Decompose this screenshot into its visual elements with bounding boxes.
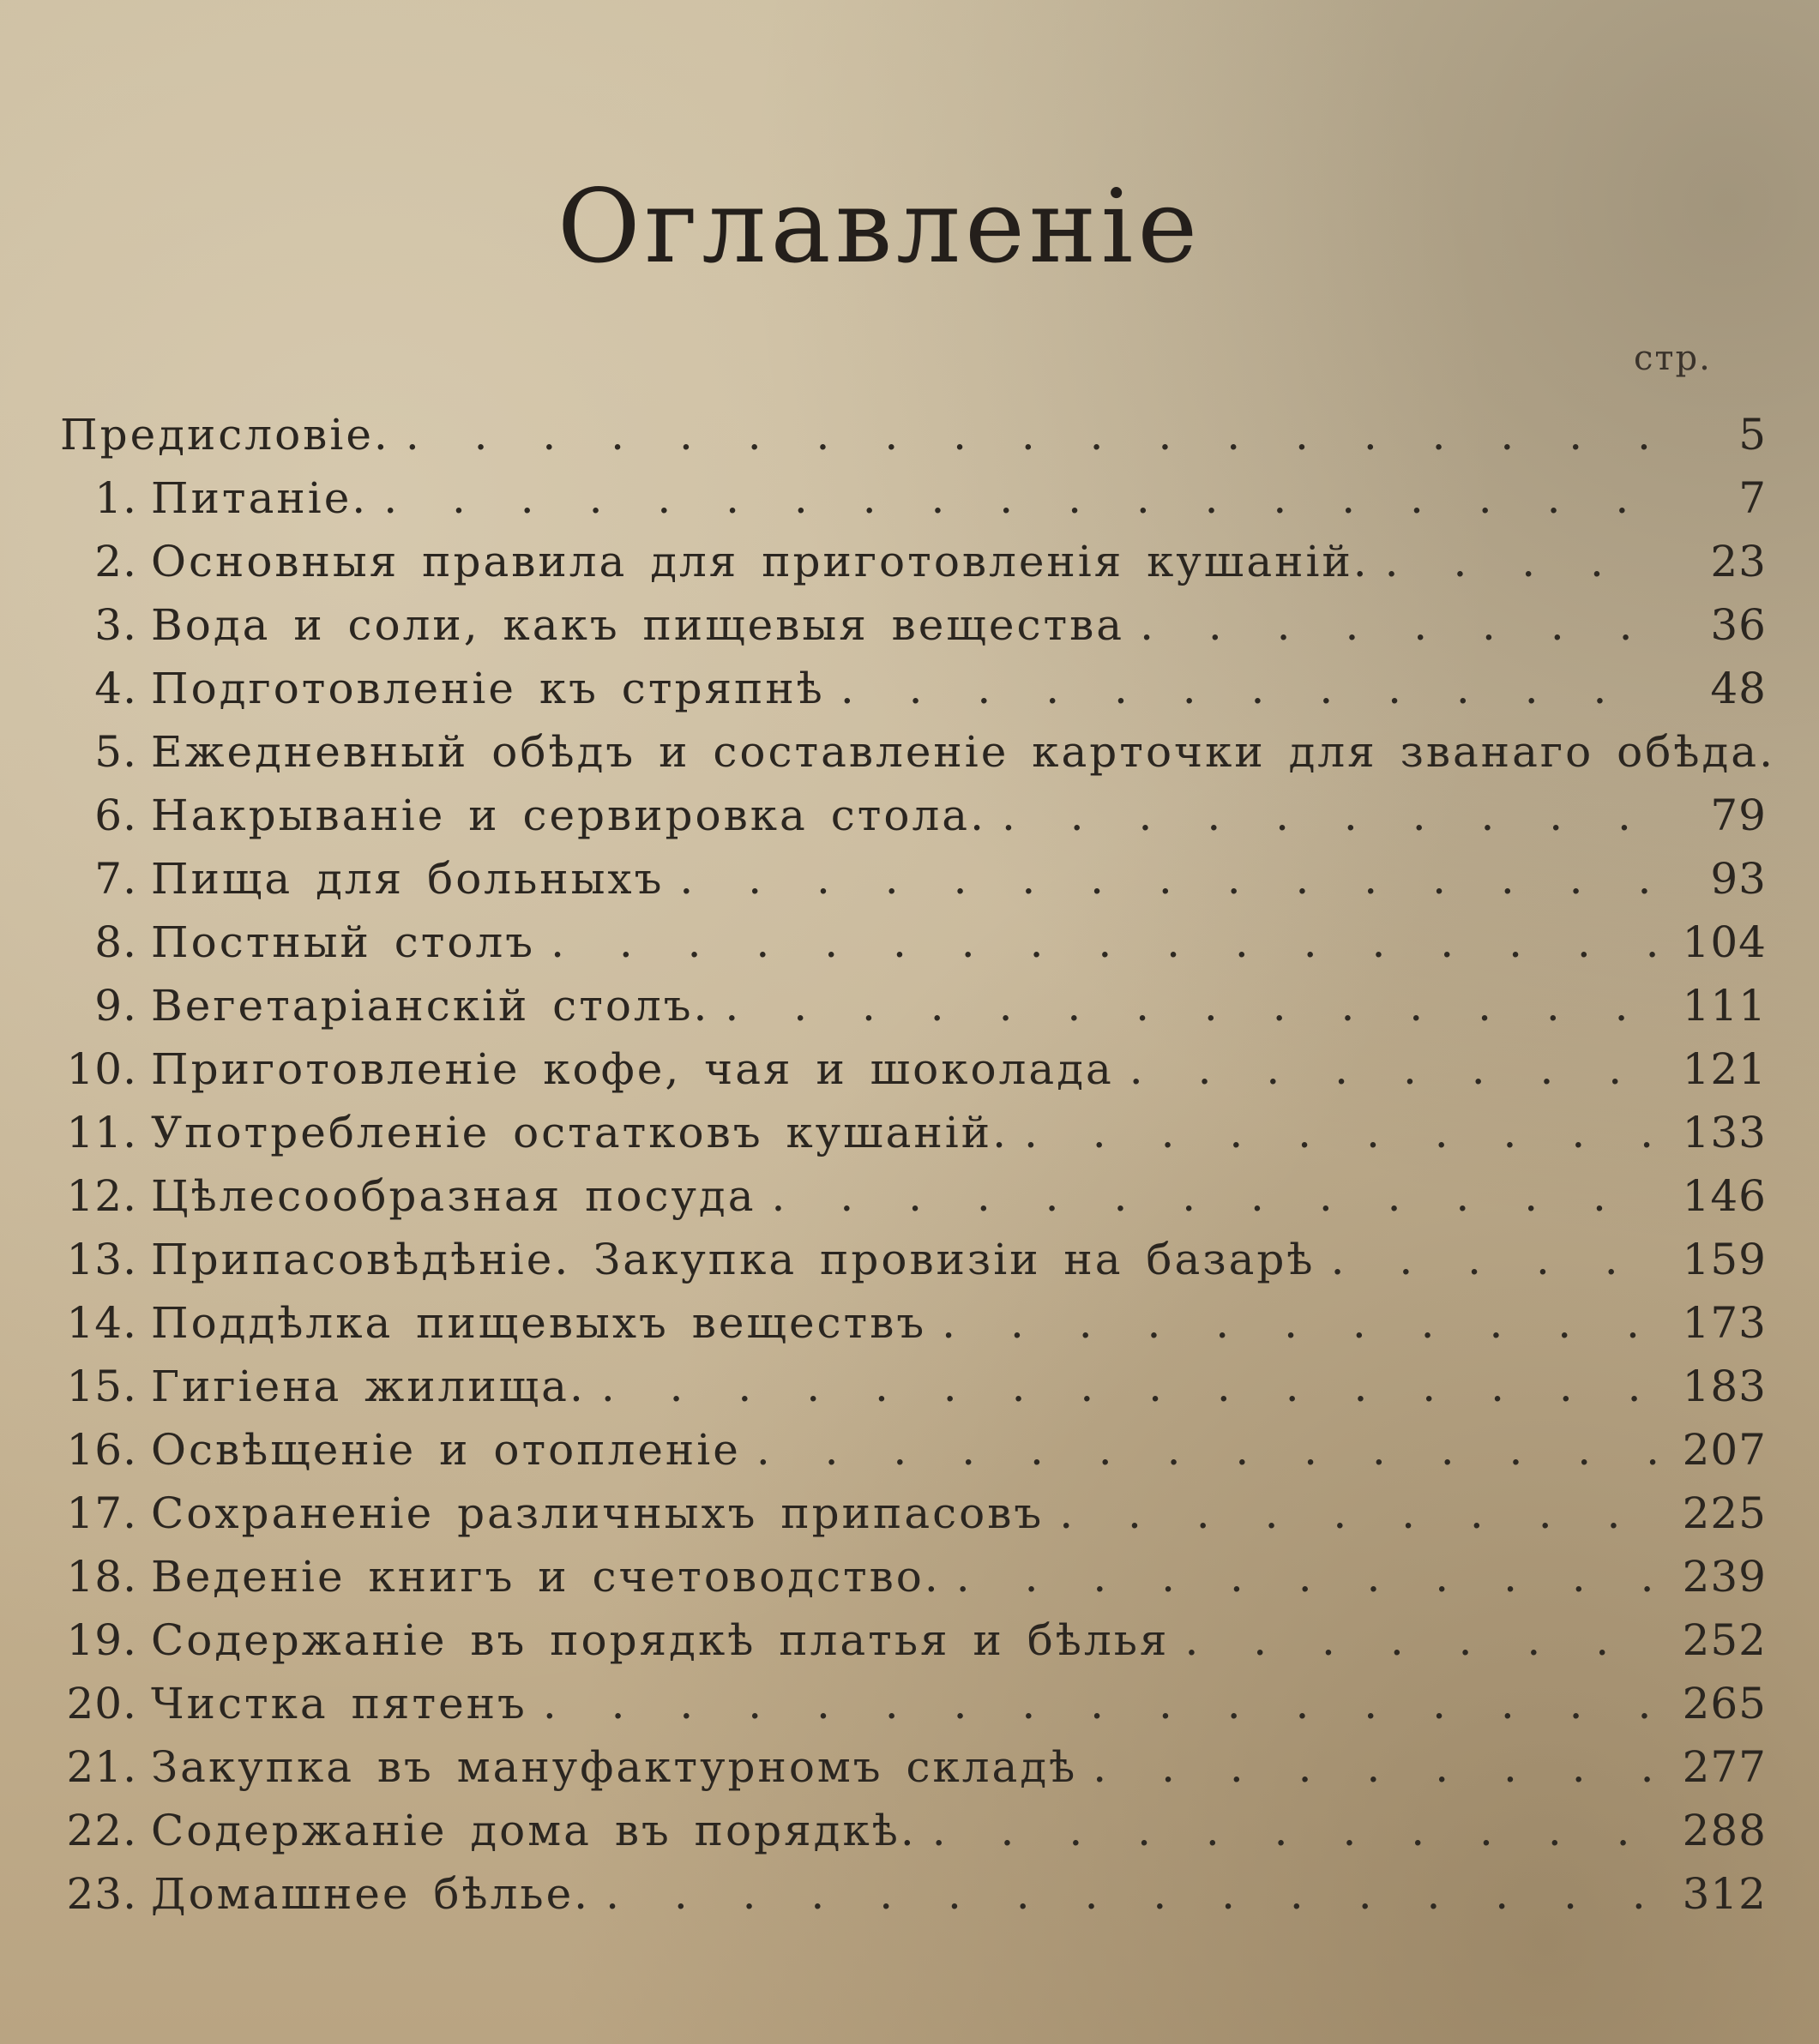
dot-leader bbox=[942, 1291, 1657, 1355]
toc-entry-page: 173 bbox=[1682, 1298, 1767, 1348]
toc-entry bbox=[34, 847, 1767, 911]
table-of-contents bbox=[34, 403, 1775, 1926]
dot-leader bbox=[772, 1164, 1657, 1228]
toc-entry-page: 104 bbox=[1682, 917, 1767, 967]
toc-entry-number: 18. bbox=[66, 1552, 137, 1602]
toc-entry-number: 13. bbox=[66, 1235, 137, 1284]
dot-leader bbox=[383, 466, 1657, 530]
dot-leader bbox=[1093, 1735, 1657, 1799]
toc-entry-title: Чистка пятенъ bbox=[151, 1679, 527, 1728]
dot-leader bbox=[756, 1418, 1657, 1482]
toc-entry-page: 252 bbox=[1682, 1615, 1767, 1665]
page-column-label: стр. bbox=[1634, 339, 1712, 378]
toc-entry-page: 133 bbox=[1682, 1108, 1767, 1157]
toc-entry-page: 7 bbox=[1738, 473, 1767, 523]
toc-entry bbox=[34, 1164, 1767, 1228]
dot-leader bbox=[1184, 1608, 1657, 1672]
toc-entry-page: 265 bbox=[1682, 1679, 1767, 1728]
toc-entry bbox=[34, 657, 1767, 720]
toc-entry-number: 10. bbox=[66, 1044, 137, 1094]
dot-leader bbox=[1140, 593, 1657, 657]
toc-entry bbox=[34, 1418, 1767, 1482]
toc-entry-title: Веденіе книгъ и счетоводство. bbox=[151, 1552, 941, 1602]
dot-leader bbox=[956, 1545, 1657, 1608]
dot-leader bbox=[679, 847, 1657, 911]
toc-entry bbox=[34, 1228, 1767, 1291]
toc-entry-number: 23. bbox=[66, 1869, 137, 1919]
toc-entry-page: 183 bbox=[1682, 1362, 1767, 1411]
toc-entry bbox=[34, 1672, 1767, 1735]
toc-entry bbox=[34, 720, 1775, 784]
toc-entry bbox=[34, 1101, 1767, 1164]
toc-entry bbox=[34, 1799, 1767, 1862]
toc-entry-number: 19. bbox=[66, 1615, 137, 1665]
toc-entry-title: Припасовѣдѣніе. Закупка провизіи на базарѣ bbox=[151, 1235, 1316, 1284]
toc-entry bbox=[34, 593, 1767, 657]
toc-entry-number: 20. bbox=[66, 1679, 137, 1728]
toc-entry-number: 21. bbox=[66, 1742, 137, 1792]
dot-leader bbox=[551, 911, 1657, 974]
dot-leader bbox=[932, 1799, 1657, 1862]
toc-entry-number: 11. bbox=[66, 1108, 137, 1157]
toc-entry bbox=[34, 1862, 1767, 1926]
toc-entry-title: Ежедневный обѣдъ и составленіе карточки для званаго обѣда. bbox=[151, 727, 1775, 777]
toc-entry-page: 79 bbox=[1710, 791, 1767, 840]
dot-leader bbox=[1024, 1101, 1657, 1164]
toc-entry-number: 8. bbox=[94, 917, 137, 967]
toc-entry-page: 159 bbox=[1682, 1235, 1767, 1284]
toc-entry-page: 277 bbox=[1682, 1742, 1767, 1792]
toc-entry-title: Пища для больныхъ bbox=[151, 854, 665, 904]
dot-leader bbox=[1129, 1037, 1657, 1101]
page-title bbox=[0, 167, 1819, 286]
toc-entry-title: Вегетаріанскій столъ. bbox=[151, 981, 710, 1031]
toc-entry-number: 16. bbox=[66, 1425, 137, 1475]
toc-entry-title: Поддѣлка пищевыхъ веществъ bbox=[151, 1298, 927, 1348]
toc-entry-page: 36 bbox=[1710, 600, 1767, 650]
toc-entry bbox=[34, 1608, 1767, 1672]
dot-leader bbox=[543, 1672, 1657, 1735]
toc-entry-title: Домашнее бѣлье. bbox=[151, 1869, 591, 1919]
toc-entry-page: 23 bbox=[1710, 537, 1767, 586]
toc-entry-page: 121 bbox=[1682, 1044, 1767, 1094]
toc-entry bbox=[34, 403, 1767, 466]
toc-entry-number: 6. bbox=[94, 791, 137, 840]
toc-entry-number: 4. bbox=[94, 664, 137, 713]
toc-entry-page: 288 bbox=[1682, 1806, 1767, 1855]
toc-entry-number: 14. bbox=[66, 1298, 137, 1348]
toc-entry-page: 146 bbox=[1682, 1171, 1767, 1221]
toc-entry bbox=[34, 466, 1767, 530]
toc-entry-number: 12. bbox=[66, 1171, 137, 1221]
dot-leader bbox=[840, 657, 1657, 720]
toc-entry-title: Приготовленіе кофе, чая и шоколада bbox=[151, 1044, 1114, 1094]
toc-entry-page: 239 bbox=[1682, 1552, 1767, 1602]
toc-entry-title: Накрываніе и сервировка стола. bbox=[151, 791, 986, 840]
dot-leader bbox=[605, 1862, 1657, 1926]
toc-entry-title: Постный столъ bbox=[151, 917, 536, 967]
toc-entry bbox=[34, 911, 1767, 974]
page-title-text: Оглавленіе bbox=[557, 167, 1202, 286]
toc-entry-title: Вода и соли, какъ пищевыя вещества bbox=[151, 600, 1125, 650]
toc-entry-number: 2. bbox=[94, 537, 137, 586]
toc-entry bbox=[34, 974, 1767, 1037]
toc-entry-number: 3. bbox=[94, 600, 137, 650]
toc-entry-page bbox=[1806, 720, 1819, 784]
toc-entry-page: 93 bbox=[1710, 854, 1767, 904]
toc-entry-title: Цѣлесообразная посуда bbox=[151, 1171, 756, 1221]
toc-entry-page: 207 bbox=[1682, 1425, 1767, 1475]
dot-leader bbox=[1385, 530, 1657, 593]
toc-entry-page: 48 bbox=[1710, 664, 1767, 713]
toc-entry-title: Подготовленіе къ стряпнѣ bbox=[151, 664, 825, 713]
toc-entry-number: 5. bbox=[94, 727, 137, 777]
toc-entry-number: 22. bbox=[66, 1806, 137, 1855]
toc-entry-title: Гигіена жилища. bbox=[151, 1362, 586, 1411]
toc-entry-number: 1. bbox=[94, 473, 137, 523]
dot-leader bbox=[1059, 1482, 1657, 1545]
dot-leader bbox=[406, 403, 1657, 466]
toc-entry-page: 111 bbox=[1682, 981, 1767, 1031]
toc-entry bbox=[34, 1482, 1767, 1545]
toc-entry bbox=[34, 1291, 1767, 1355]
toc-entry-number: 17. bbox=[66, 1488, 137, 1538]
toc-entry-page: 5 bbox=[1738, 410, 1767, 460]
dot-leader bbox=[725, 974, 1657, 1037]
dot-leader bbox=[1331, 1228, 1657, 1291]
toc-entry-title: Основныя правила для приготовленія кушаній. bbox=[151, 537, 1370, 586]
toc-entry bbox=[34, 1355, 1767, 1418]
toc-entry-page: 312 bbox=[1682, 1869, 1767, 1919]
toc-entry-number: 7. bbox=[94, 854, 137, 904]
dot-leader bbox=[601, 1355, 1657, 1418]
dot-leader bbox=[1002, 784, 1657, 847]
toc-entry-title: Употребленіе остатковъ кушаній. bbox=[151, 1108, 1009, 1157]
toc-entry bbox=[34, 1545, 1767, 1608]
toc-entry-page: 225 bbox=[1682, 1488, 1767, 1538]
toc-entry bbox=[34, 784, 1767, 847]
toc-entry-title: Содержаніе въ порядкѣ платья и бѣлья bbox=[151, 1615, 1170, 1665]
toc-entry-title: Освѣщеніе и отопленіе bbox=[151, 1425, 741, 1475]
toc-entry-title: Сохраненіе различныхъ припасовъ bbox=[151, 1488, 1045, 1538]
toc-entry-title: Закупка въ мануфактурномъ складѣ bbox=[151, 1742, 1078, 1792]
toc-entry bbox=[34, 1735, 1767, 1799]
toc-entry-title: Питаніе. bbox=[151, 473, 369, 523]
toc-entry-number: 9. bbox=[94, 981, 137, 1031]
toc-entry-title: Предисловіе. bbox=[60, 410, 390, 460]
toc-entry bbox=[34, 1037, 1767, 1101]
toc-entry-number: 15. bbox=[66, 1362, 137, 1411]
toc-entry bbox=[34, 530, 1767, 593]
toc-entry-title: Содержаніе дома въ порядкѣ. bbox=[151, 1806, 917, 1855]
